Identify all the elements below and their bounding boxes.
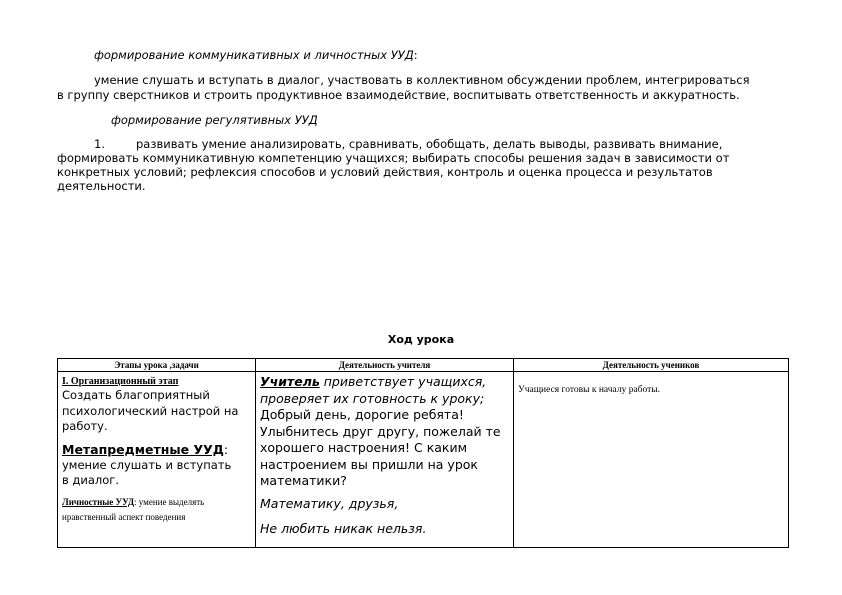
teacher-poem-line-1: Математику, друзья, [260,495,399,511]
table-header-row [58,359,789,372]
teacher-speech-line-4: настроением вы пришли на урок [260,456,478,472]
teacher-speech-line-3: хорошего настроения! С каким [260,440,468,455]
meta-heading [62,442,251,458]
pers-label: Личностные УУД [62,496,135,507]
stage-task-line-1: Создать благоприятный [62,388,210,402]
reg-text-line-1: развивать умение анализировать, сравнивать, обобщать, делать выводы, развивать внимание, [136,137,723,151]
stage-title: I. Организационный этап [62,376,179,387]
reg-text-line-3: конкретных условий; рефлексия способов и условий действия, контроль и оценка процесса и результатов [57,165,713,179]
reg-text-line-2: формировать коммуникативную компетенцию учащихся; выбирать способы решения задач в зависимости от [57,151,730,165]
teacher-cell [256,372,514,548]
reg-heading: формирование регулятивных УУД [111,113,318,127]
teacher-lead-line-1 [260,374,509,391]
meta-line-2: в диалог. [62,473,119,487]
table-row [58,372,789,548]
stage-task-line-2: психологический настрой на [62,403,239,418]
teacher-lead-rest: приветствует учащихся, [319,374,487,389]
teacher-speech-line-2: Улыбнитесь друг другу, пожелай те [260,423,501,439]
meta-colon: : [223,441,229,457]
header-stages: Этапы урока ,задачи [58,359,256,372]
header-teacher: Деятельность учителя [256,359,514,372]
pers-line-1 [62,495,251,510]
lesson-title: Ход урока [387,333,455,346]
pers-text-1: : умение выделять [134,496,205,507]
students-text: Учащиеся готовы к началу работы. [518,385,661,395]
comm-text-line-1: умение слушать и вступать в диалог, участвовать в коллективном обсуждении проблем, интегрироваться [94,73,750,87]
meta-label: Метапредметные УУД [62,441,224,457]
lesson-table [57,358,789,548]
students-cell [514,372,789,548]
teacher-poem-line-2: Не любить никак нельзя. [260,521,427,536]
teacher-speech-line-5: математики? [260,473,347,488]
teacher-speech-line-1: Добрый день, дорогие ребята! [260,407,464,422]
teacher-lead-line-2: проверяет их готовность к уроку; [260,390,485,406]
stage-task-line-3: работу. [62,419,108,433]
teacher-lead-bold: Учитель [260,374,320,389]
reg-text-line-4: деятельности. [57,179,146,193]
meta-line-1: умение слушать и вступать [62,457,232,472]
reg-number: 1. [94,137,105,151]
stage-cell [58,372,256,548]
comm-heading-colon: : [413,48,418,62]
comm-text-line-2: в группу сверстников и строить продуктивное взаимодействие, воспитывать ответственность и аккуратность. [57,88,740,102]
comm-heading: формирование коммуникативных и личностных УУД [94,48,414,62]
comm-heading-line [94,48,418,62]
header-students: Деятельность учеников [514,359,789,372]
pers-line-2: нравственный аспект поведения [62,511,186,522]
